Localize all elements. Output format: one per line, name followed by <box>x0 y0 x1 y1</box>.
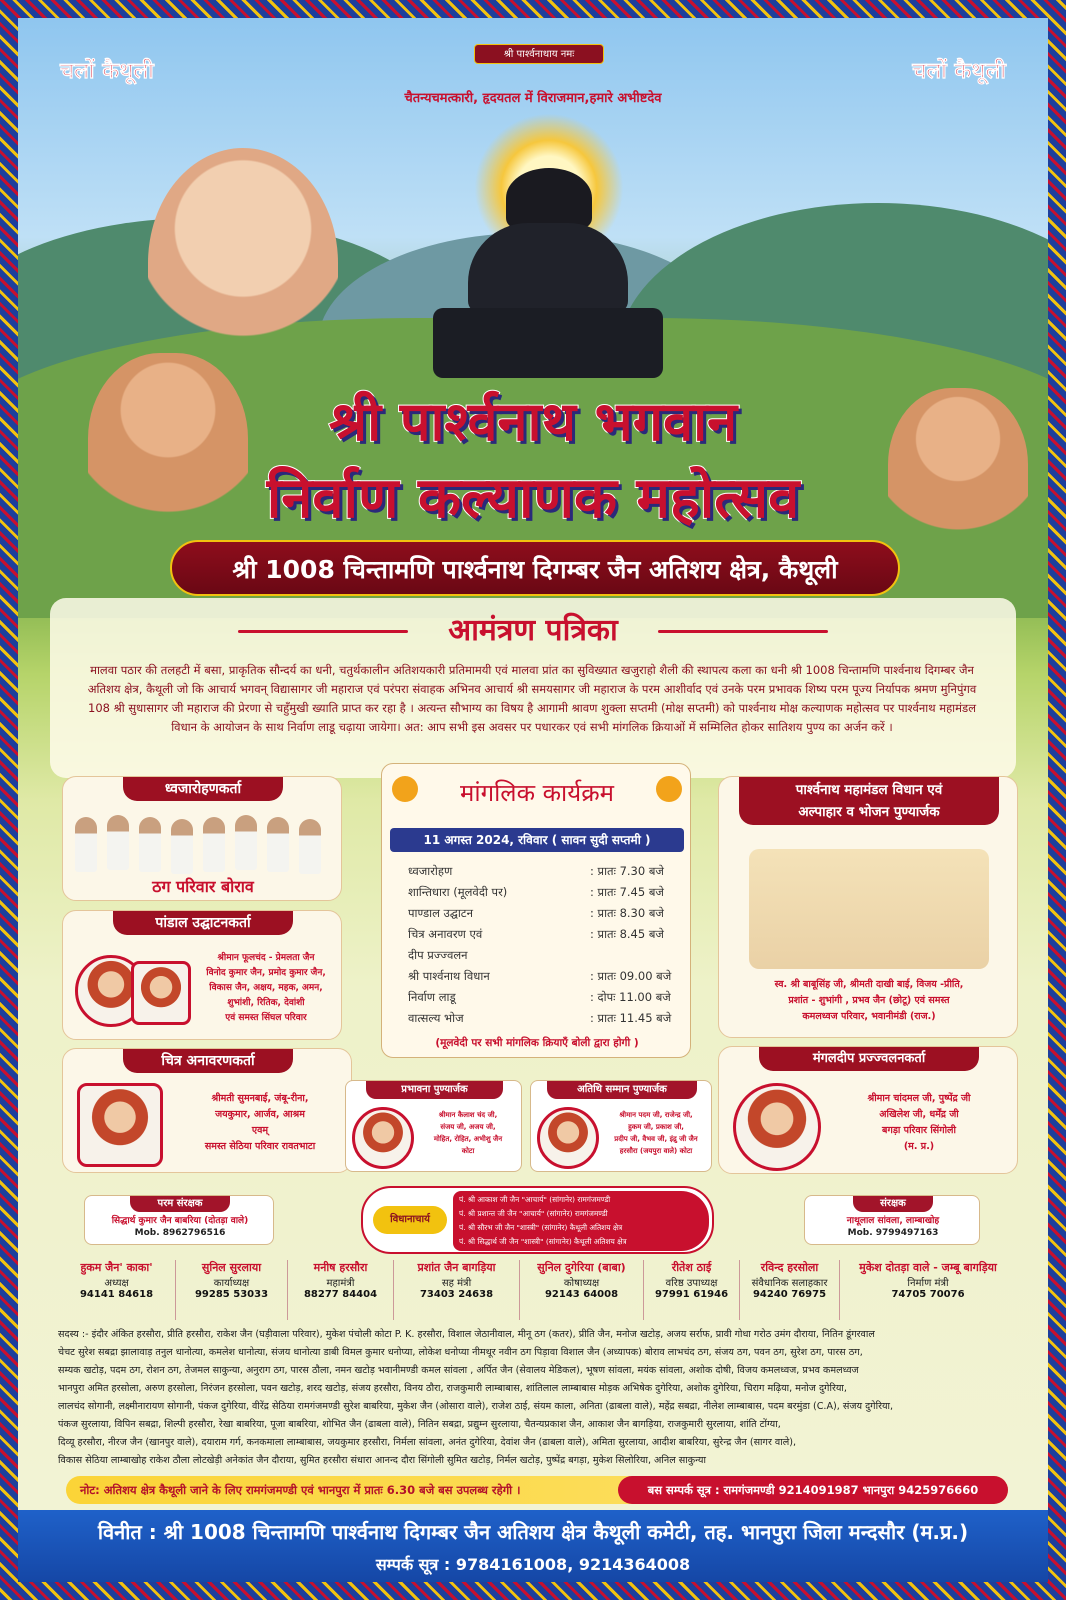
deep-line: श्रीमान चांदमल जी, पुष्पेंद्र जी <box>867 1093 971 1104</box>
atithi-photo <box>537 1107 599 1169</box>
idol-head <box>506 168 592 228</box>
schedule-label: पाण्डाल उद्घाटन <box>408 906 473 920</box>
committee-role: कार्याध्यक्ष <box>213 1278 250 1289</box>
footer <box>18 1510 1048 1582</box>
members-line: भानपुरा अमित हरसोला, अरुण हरसोला, निरंजन हरसोला, पवन खटोड़, शरद खटोड़, संजय हरसौरा, विनय ठौरा, राजकुमारी लाम्बाबास, शांतिलाल लाम्बाबास मोड़क अभिषेक दुगेरिया, अशोक दुगेरिया, चिराग मढ़िया, मनोज दुगेरिया, <box>58 1383 847 1394</box>
footer-vineet: विनीत : श्री 1008 चिन्तामणि पार्श्वनाथ दिगम्बर जैन अतिशय क्षेत्र कैथूली कमेटी, तह. भानपुरा जिला मन्दसौर (म.प्र.) <box>97 1520 969 1544</box>
members-line: दिव्यू हरसौरा, नीरज जैन (खानपुर वाले), दयाराम गर्ग, कनकमाला लाम्बाबास, जयकुमार हरसौरा, निर्मला सांवला, अनंत दुगेरिया, देवांश जैन (ढाबला वाले), अमिता सुरलाया, आदीश बाबरिया, सुरेन्द्र जैन (सागर वाले), <box>58 1437 797 1448</box>
pandal-names <box>193 951 339 1026</box>
vidhanacharya-box <box>361 1186 714 1254</box>
atithi-line: प्रदीप जी, वैभव जी, इंद्रु जी जैन <box>614 1135 698 1143</box>
committee-role: वरिष्ठ उपाध्यक्ष <box>665 1278 718 1289</box>
committee-name: मनीष हरसौरा <box>313 1261 368 1274</box>
prabhavana-line: मोहित, रोहित, अभीशु जैन <box>433 1135 503 1143</box>
schedule-label: श्री पार्श्वनाथ विधान <box>408 969 490 983</box>
poster-inner <box>18 18 1048 1582</box>
chitra-line: जयकुमार, आर्जव, आश्रम <box>215 1109 305 1120</box>
dhwaja-family: ठग परिवार बोराव <box>152 877 254 896</box>
committee-name: मुकेश दोतड़ा वाले - जम्बू बागड़िया <box>859 1261 997 1274</box>
committee-phone: 99285 53033 <box>194 1289 269 1300</box>
schedule-row <box>408 927 678 942</box>
committee-name: रीतेश ठाई <box>671 1261 712 1274</box>
person <box>299 819 321 874</box>
committee-cell <box>394 1260 520 1320</box>
schedule-time: : दोपः 11.00 बजे <box>590 990 671 1004</box>
idol-body <box>468 223 628 313</box>
bus-note-text: नोट: अतिशय क्षेत्र कैथूली जाने के लिए रामगंजमण्डी एवं भानपुरा में प्रातः 6.30 बजे बस उपलब्ध रहेगी । <box>80 1483 521 1497</box>
person <box>203 817 225 872</box>
committee-cell <box>58 1260 176 1320</box>
chitra-photo <box>77 1083 163 1167</box>
vidhan-family-photo <box>749 849 989 969</box>
person <box>107 815 129 870</box>
prabhavana-photo <box>352 1107 414 1169</box>
vidhan-panel <box>718 776 1018 1038</box>
invite-heading: आमंत्रण पत्रिका <box>448 613 618 648</box>
arc-text: चैतन्यचमत्कारी, हृदयतल में विराजमान,हमारे अभीष्टदेव <box>404 91 662 106</box>
vidhanacharya-label: विधानाचार्य <box>373 1206 447 1234</box>
sanrakshak-name: नाथूलाल सांवला, लाम्बाखोह <box>846 1216 940 1226</box>
committee-phone: 92143 64008 <box>544 1289 619 1300</box>
schedule-row <box>408 969 678 984</box>
members-list <box>58 1326 1008 1470</box>
schedule-title: मांगलिक कार्यक्रम <box>460 779 614 807</box>
atithi-line: हुकम जी, प्रकाश जी, <box>628 1123 684 1131</box>
saint-left-top <box>148 148 338 378</box>
title-line-2: निर्वाण कल्याणक महोत्सव <box>266 466 800 531</box>
committee-role: सह मंत्री <box>441 1278 472 1289</box>
pandal-line: शुभांशी, रितिक, देवांशी <box>227 998 305 1008</box>
call-right: चलों कैथूली <box>912 59 1006 84</box>
schedule-label: चित्र अनावरण एवं <box>408 927 483 941</box>
ornament-right <box>658 630 828 633</box>
vidhan-names <box>724 977 1014 1025</box>
vidhanacharya-line: पं. श्री आकाश जी जैन "आचार्य" (सांगानेर) रामगंजमण्डी <box>459 1195 611 1204</box>
committee-role: निर्माण मंत्री <box>907 1278 949 1289</box>
schedule-time: : प्रातः 8.30 बजे <box>590 906 664 920</box>
committee-name: प्रशांत जैन बागड़िया <box>417 1261 496 1274</box>
vidhan-title-2: अल्पाहार व भोजन पुण्यार्जक <box>798 804 940 820</box>
prabhavana-title: प्रभावना पुण्यार्जक <box>366 1081 503 1099</box>
schedule-note: (मूलवेदी पर सभी मांगलिक क्रियाएँ बोली द्वारा होगी ) <box>435 1037 639 1049</box>
footer-contact: सम्पर्क सूत्र : 9784161008, 9214364008 <box>375 1555 691 1574</box>
top-tag: श्री पार्श्वनाथाय नमः <box>474 44 604 64</box>
param-name: सिद्धार्थ कुमार जैन बाबरिया (दोतड़ा वाले) <box>111 1216 249 1226</box>
param-box <box>84 1195 274 1245</box>
pandal-photo-2 <box>131 961 191 1025</box>
committee-role: कोषाध्यक्ष <box>563 1278 600 1289</box>
schedule-label: शान्तिधारा (मूलवेदी पर) <box>408 885 508 899</box>
committee-cell <box>840 1260 1016 1320</box>
dhwaja-panel <box>62 776 342 901</box>
schedule-time: : प्रातः 8.45 बजे <box>590 927 664 941</box>
ornament-left <box>238 630 408 633</box>
vidhanacharya-line: पं. श्री सिद्धार्थ जी जैन "शास्त्री" (सांगानेर) कैथूली अतिशय क्षेत्र <box>459 1237 627 1246</box>
committee-cell <box>740 1260 840 1320</box>
schedule-date: 11 अगस्त 2024, रविवार ( सावन सुदी सप्तमी ) <box>390 828 684 852</box>
members-line: सदस्य :- इंदौर अंकित हरसौरा, प्रीति हरसौरा, राकेश जैन (घड़ीवाला परिवार), मुकेश पंचोली कोटा P. K. हरसौरा, विशाल जेठानीवाल, मीनू ठग (कतर), प्रीति जैन, मनोज खटोड़, अजय सर्राफ, प्रावी गोधा गरोठ उमंग दौराया, नितिन डूंगरवाल <box>58 1329 875 1340</box>
person <box>139 817 161 872</box>
vidhanacharya-list <box>453 1191 709 1251</box>
schedule-label: निर्वाण लाडू <box>408 990 456 1004</box>
param-title: परम संरक्षक <box>130 1196 230 1212</box>
committee-phone: 88277 84404 <box>303 1289 378 1300</box>
committee-cell <box>288 1260 394 1320</box>
committee-role: अध्यक्ष <box>104 1278 129 1289</box>
kalash-right-icon <box>656 776 682 802</box>
deep-names <box>829 1091 1009 1155</box>
members-line: सम्यक खटोड़, पदम ठग, रोशन ठग, तेजमल साकुन्या, अनुराग ठग, पारस ठौला, नमन खटोड़ भवानीमण्डी कमल सांवला , अर्पित जैन (सेवालय मेडिकल), भूषण सांवला, मयंक सांवला, अशोक दोषी, विजय कमलध्वज, प्रभव कमलध्वज <box>58 1365 859 1376</box>
schedule-label: ध्वजारोहण <box>408 864 453 878</box>
chitra-panel <box>62 1048 352 1173</box>
person <box>171 819 193 874</box>
sanrakshak-title: संरक्षक <box>853 1196 933 1212</box>
schedule-time: : प्रातः 7.45 बजे <box>590 885 664 899</box>
pandal-title: पांडाल उद्घाटनकर्ता <box>113 911 293 935</box>
dhwaja-title: ध्वजारोहणकर्ता <box>123 777 283 801</box>
schedule-label: वात्सल्य भोज <box>408 1011 464 1025</box>
kalash-left-icon <box>392 776 418 802</box>
chitra-line: श्रीमती सुमनबाई, जंबू-रीना, <box>211 1093 309 1104</box>
vidhan-line: कमलध्वज परिवार, भवानीमंडी (राज.) <box>802 1011 936 1022</box>
invite-paragraph: मालवा पठार की तलहटी में बसा, प्राकृतिक सौन्दर्य का धनी, चतुर्थकालीन अतिशयकारी प्रतिमामयी एवं मालवा प्रांत का सुविख्यात खजुराहो शैली की स्थापत्य कला का धनी श्री 1008 चिन्तामणि पार्श्वनाथ दिगम्बर जैन अतिशय क्षेत्र, कैथूली जो कि आचार्य भगवन् विद्यासागर जी महाराज एवं परंपरा संवाहक अभिनव आचार्य श्री समयसागर जी महाराज के परम आशीर्वाद एवं उनके परम प्रभावक शिष्य परम पूज्य निर्यापक श्रमण मुनिपुंगव 108 श्री सुधासागर जी महाराज की प्रेरणा से चहुँमुखी ख्याति प्राप्त कर रहा है । अत्यन्त सौभाग्य का विषय है आगामी श्रावण शुक्ला सप्तमी (मोक्ष सप्तमी) को पार्श्वनाथ मोक्ष कल्याणक महोत्सव पर पार्श्वनाथ महामंडल विधान के आयोजन के साथ निर्वाण लाडू चढ़ाया जायेगा। अत: आप सभी इस अवसर पर पधारकर एवं सभी मांगलिक क्रियाओं में सम्मिलित होकर सातिशय पुण्य का अर्जन करें । <box>87 663 977 734</box>
vidhanacharya-line: पं. श्री प्रशान्त जी जैन "आचार्य" (सांगानेर) रामगंजमण्डी <box>459 1209 608 1218</box>
idol-pedestal <box>433 308 663 378</box>
schedule-time: : प्रातः 11.45 बजे <box>590 1011 672 1025</box>
committee-role: महामंत्री <box>326 1278 355 1289</box>
committee-phone: 94240 76975 <box>752 1289 827 1300</box>
schedule-row <box>408 906 678 921</box>
deep-panel <box>718 1046 1018 1174</box>
members-line: विकास सेठिया लाम्बाखोह राकेश ठौला लोटखेड़ी अनेकांत जैन दौराया, सुमित हरसौरा संधारा आनन्द दौरा सिंगोली सुमित खटोड़, निर्मल खटोड़, पुष्पेंद्र बगड़ा, मुकेश सिलोरिया, अनिल साकुन्या <box>58 1455 706 1466</box>
deep-photo <box>733 1083 821 1171</box>
committee-phone: 74705 70076 <box>891 1289 965 1300</box>
schedule-label: दीप प्रज्ज्वलन <box>408 948 468 962</box>
deep-line: बगड़ा परिवार सिंगोली <box>882 1125 956 1136</box>
committee-phone: 94141 84618 <box>79 1289 154 1300</box>
committee-phone: 97991 61946 <box>654 1289 729 1300</box>
person <box>235 815 257 870</box>
call-left: चलों कैथूली <box>60 59 154 84</box>
prabhavana-line: कोटा <box>461 1147 475 1155</box>
prabhavana-box <box>345 1080 522 1172</box>
bus-note <box>66 1476 1008 1504</box>
person <box>267 817 289 872</box>
schedule-row <box>408 864 678 879</box>
members-line: पंकज सुरलाया, विपिन सबद्रा, शिल्पी हरसौरा, रेखा बाबरिया, पूजा बाबरिया, शोभित जैन (ढाबला वाले), नितिन सबद्रा, प्रद्युम्न सुरलाया, चैतन्यप्रकाश जैन, आकाश जैन बागड़िया, राजकुमारी सुरलाया, शांति टोंग्या, <box>58 1419 781 1430</box>
pandal-line: विनोद कुमार जैन, प्रमोद कुमार जैन, <box>206 968 326 978</box>
pandal-panel <box>62 910 342 1040</box>
schedule-time: : प्रातः 09.00 बजे <box>590 969 672 983</box>
committee-name: रविन्द हरसोला <box>760 1261 819 1274</box>
committee-name: सुनिल सुरलाया <box>201 1261 262 1274</box>
temple-banner: श्री 1008 चिन्तामणि पार्श्वनाथ दिगम्बर जैन अतिशय क्षेत्र, कैथूली <box>170 540 900 596</box>
chitra-title: चित्र अनावरणकर्ता <box>123 1049 293 1073</box>
chitra-line: समस्त सेठिया परिवार रावतभाटा <box>204 1141 316 1152</box>
sanrakshak-mob: Mob. 9799497163 <box>847 1228 939 1238</box>
deep-line: (म. प्र.) <box>903 1141 935 1152</box>
members-line: लालचंद सोगानी, लक्ष्मीनारायण सोगानी, पंकज दुगेरिया, वीरेंद्र सेठिया रामगंजमण्डी सुरेश बाबरिया, मुकेश जैन (ओसारा वाले), राजेश ठाई, संयम काला, अनिता (ढाबला वाले), महेंद्र सबद्रा, नीलेश लाम्बाबास, पदम बरमुंडा (C.A), संजय दुगेरिया, <box>58 1401 894 1412</box>
atithi-names <box>601 1109 711 1157</box>
vidhan-title <box>739 777 999 825</box>
schedule-row <box>408 948 678 963</box>
person <box>75 817 97 872</box>
atithi-box <box>530 1080 712 1172</box>
title-line-1: श्री पार्श्वनाथ भगवान <box>328 390 738 453</box>
prabhavana-line: श्रीमान कैलाश चंद जी, <box>438 1111 498 1119</box>
committee-cell <box>644 1260 740 1320</box>
schedule-panel <box>381 763 691 1058</box>
deep-line: अखिलेश जी, धर्मेंद्र जी <box>879 1109 959 1120</box>
atithi-line: श्रीमान पदम जी, राजेन्द्र जी, <box>619 1111 693 1119</box>
pandal-line: श्रीमान फूलचंद - प्रेमलता जैन <box>217 953 315 963</box>
pandal-line: विकास जैन, अक्षय, महक, अमन, <box>209 983 323 993</box>
deep-title: मंगलदीप प्रज्ज्वलनकर्ता <box>759 1047 979 1071</box>
committee-phone: 73403 24638 <box>419 1289 494 1300</box>
bus-contact: बस सम्पर्क सूत्र : रामगंजमण्डी 9214091987 भानपुरा 9425976660 <box>618 1476 1008 1504</box>
chitra-names <box>175 1091 345 1155</box>
schedule-time: : प्रातः 7.30 बजे <box>590 864 664 878</box>
atithi-title: अतिथि सम्मान पुण्यार्जक <box>547 1081 697 1099</box>
members-line: चेचट सुरेश सबद्रा झालावाड़ तनुल धानोत्या, कमलेश धानोत्या, संजय धानोत्या डाबी विमल कुमार धनोप्या, लोकेश धनोप्या नीमथूर नवीन ठग पिड़ावा विशाल जैन (अध्यापक) बोराव लाभचंद ठग, संजय ठग, पवन ठग, सुरेश ठग, पारस ठग, <box>58 1347 863 1358</box>
vidhan-title-1: पार्श्वनाथ महामंडल विधान एवं <box>795 782 943 798</box>
schedule-row <box>408 1011 678 1026</box>
schedule-row <box>408 885 678 900</box>
chitra-line: एवम् <box>251 1125 269 1136</box>
committee-role: संवैधानिक सलाहकार <box>751 1278 828 1289</box>
schedule-row <box>408 990 678 1005</box>
atithi-line: हरसौरा (जयपुरा वाले) कोटा <box>619 1147 693 1155</box>
committee-name: सुनिल दुगेरिया (बाबा) <box>537 1261 626 1274</box>
vidhan-line: प्रशांत - शुभांगी , प्रभव जैन (छोटू) एवं समस्त <box>788 995 950 1006</box>
param-mob: Mob. 8962796516 <box>134 1228 226 1238</box>
sanrakshak-box <box>804 1195 980 1245</box>
committee-cell <box>176 1260 288 1320</box>
committee-cell <box>520 1260 644 1320</box>
prabhavana-names <box>416 1109 520 1157</box>
committee-name: हुकम जैन' काका' <box>80 1261 153 1274</box>
vidhanacharya-line: पं. श्री सौरभ जी जैन "शास्त्री" (सांगानेर) कैथूली अतिशय क्षेत्र <box>459 1223 623 1232</box>
vidhan-line: स्व. श्री बाबूसिंह जी, श्रीमती दाखी बाई, विजय -प्रीति, <box>774 979 964 990</box>
pandal-line: एवं समस्त सिंघल परिवार <box>225 1013 307 1023</box>
prabhavana-line: संजय जी, अजय जी, <box>440 1123 496 1131</box>
